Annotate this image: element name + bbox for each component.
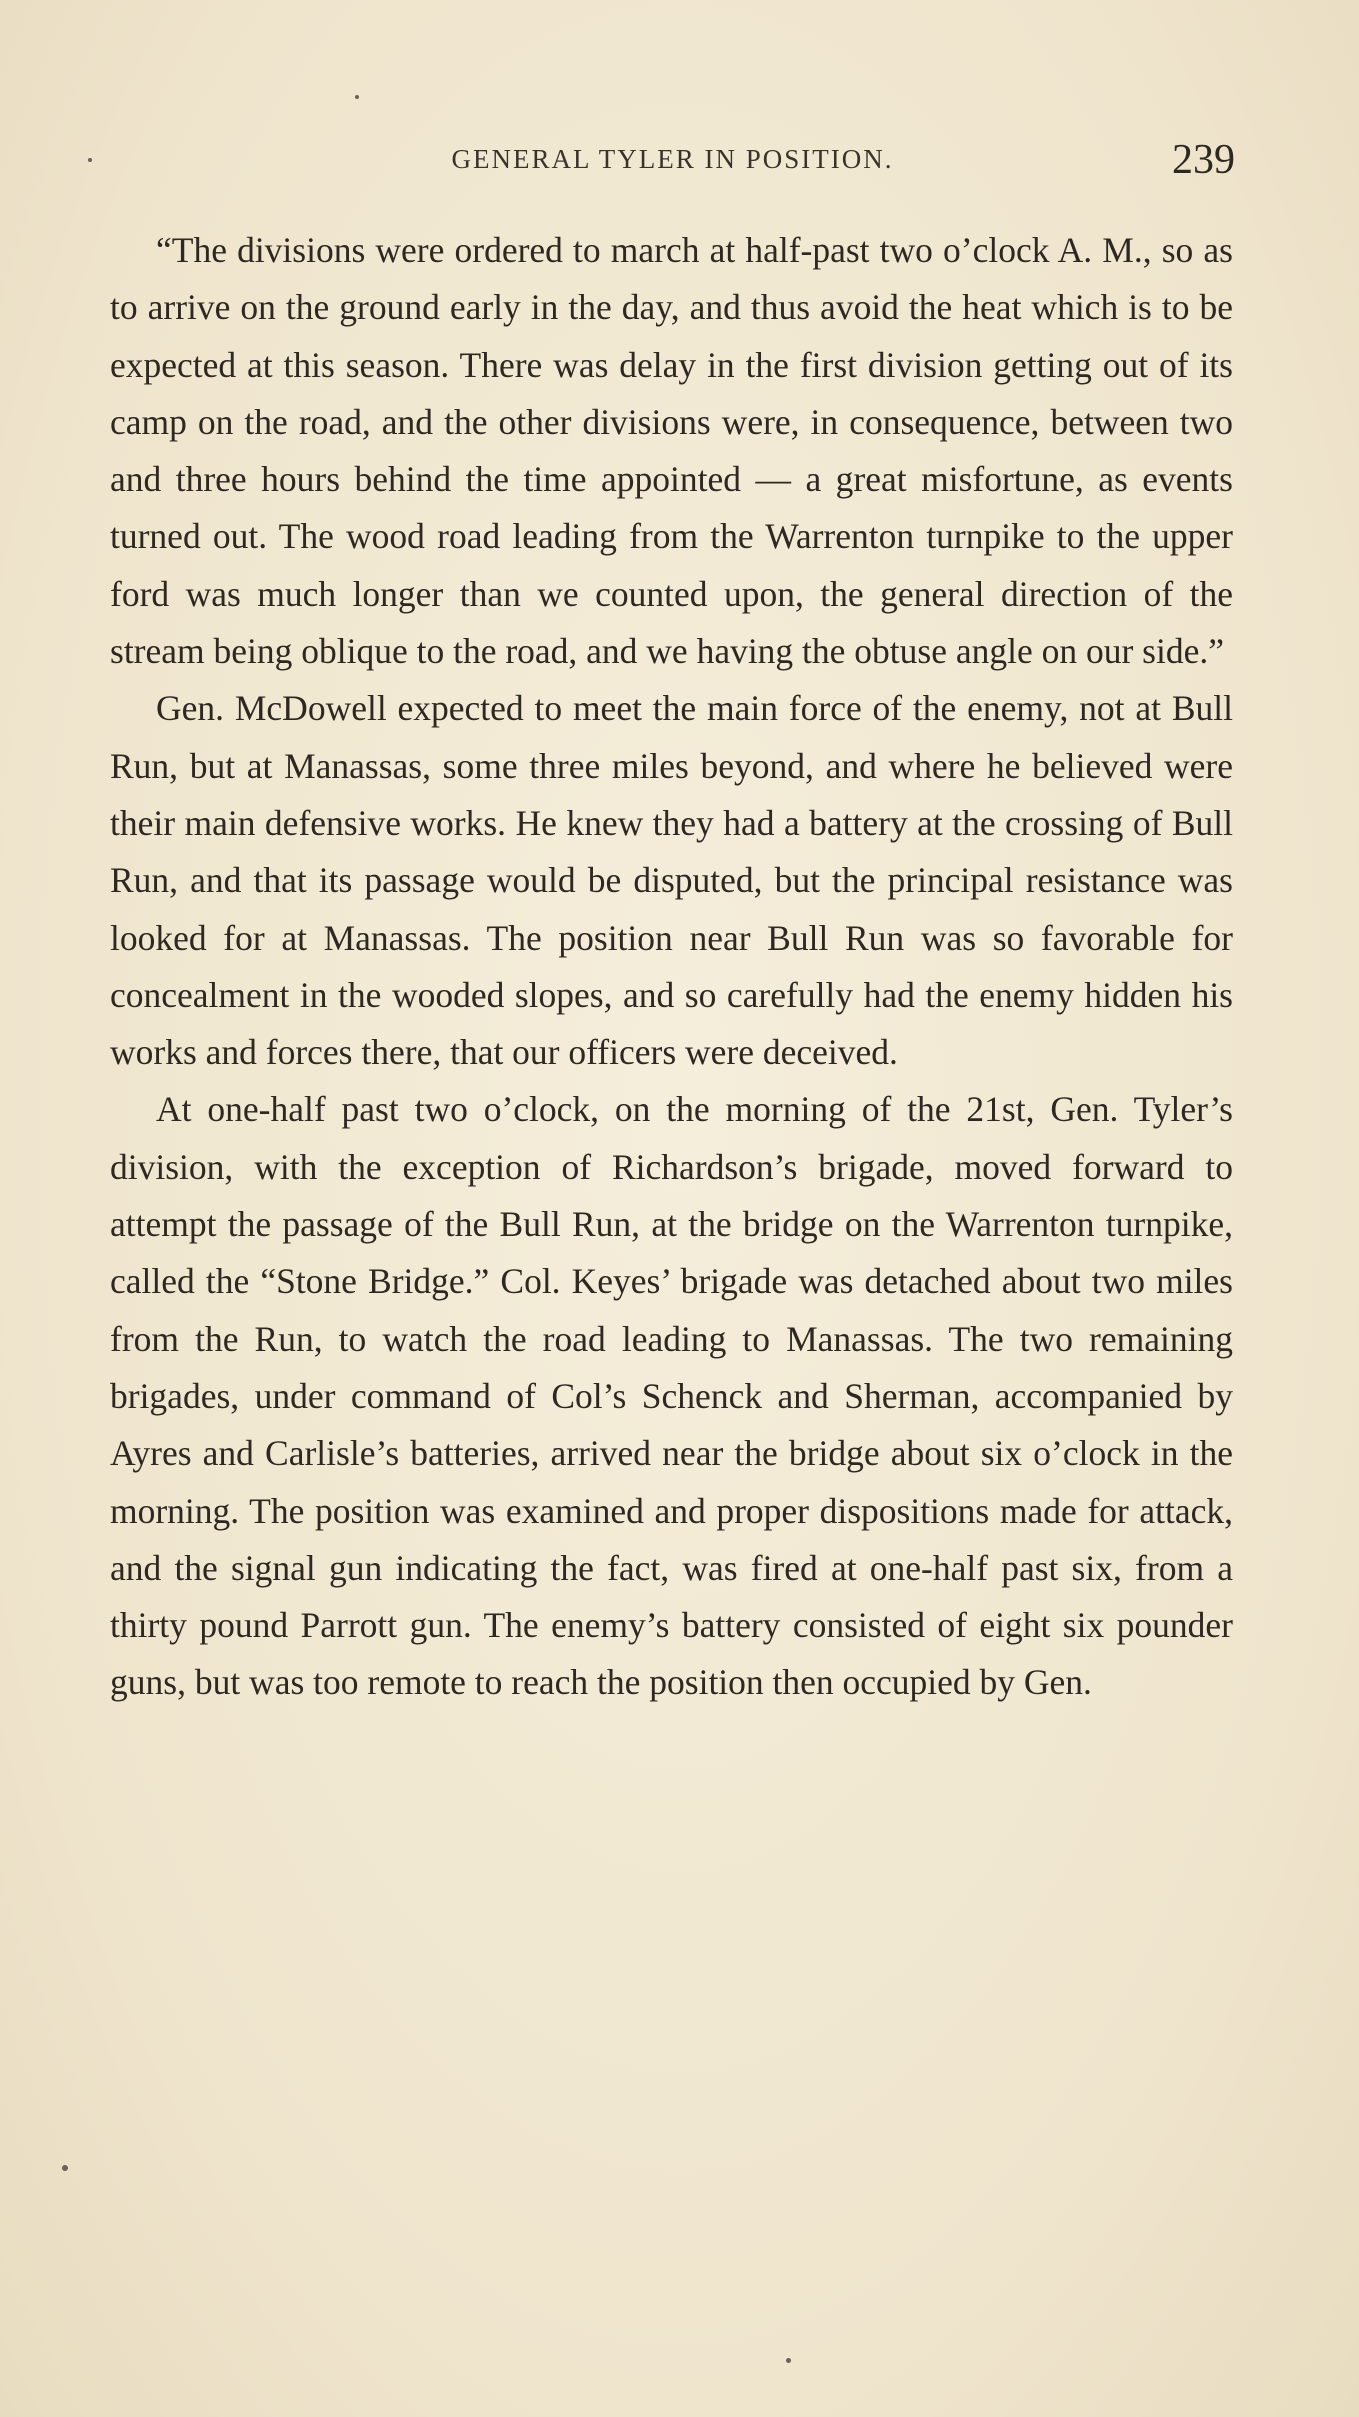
paper-speck [355,95,359,99]
paper-speck [786,2358,791,2363]
page-header [110,136,1235,196]
running-head: GENERAL TYLER IN POSITION. [451,144,894,174]
paragraph: Gen. McDowell expected to meet the main force of the enemy, not at Bull Run, but at Manassas, some three miles beyond, and where he believed were their main defensive works. He knew they had a battery at the crossing of Bull Run, and that its passage would be disputed, but the principal resistance was looked for at Manassas. The position near Bull Run was so favorable for concealment in the wooded slopes, and so carefully had the enemy hidden his works and forces there, that our officers were deceived. [110,688,1233,1073]
body-text [110,222,1233,1712]
paragraph: “The divisions were ordered to march at half-past two o’clock A. M., so as to arrive on the ground early in the day, and thus avoid the heat which is to be expected at this season. There was delay in the first division getting out of its camp on the road, and the other divisions were, in consequence, between two and three hours behind the time appointed — a great misfortune, as events turned out. The wood road leading from the Warrenton turnpike to the upper ford was much longer than we counted upon, the general direction of the stream being oblique to the road, and we having the obtuse angle on our side.” [110,230,1233,672]
paper-speck [88,158,92,162]
paper-speck [62,2165,68,2171]
page-number: 239 [1172,137,1235,183]
paragraph: At one-half past two o’clock, on the morning of the 21st, Gen. Tyler’s division, with the exception of Richardson’s brigade, moved forward to attempt the passage of the Bull Run, at the bridge on the Warrenton turnpike, called the “Stone Bridge.” Col. Keyes’ brigade was detached about two miles from the Run, to watch the road leading to Manassas. The two remaining brigades, under command of Col’s Schenck and Sherman, accompanied by Ayres and Carlisle’s batteries, arrived near the bridge about six o’clock in the morning. The position was examined and proper dispositions made for attack, and the signal gun indicating the fact, was fired at one-half past six, from a thirty pound Parrott gun. The enemy’s battery consisted of eight six pounder guns, but was too remote to reach the position then occupied by Gen. [110,1089,1233,1703]
